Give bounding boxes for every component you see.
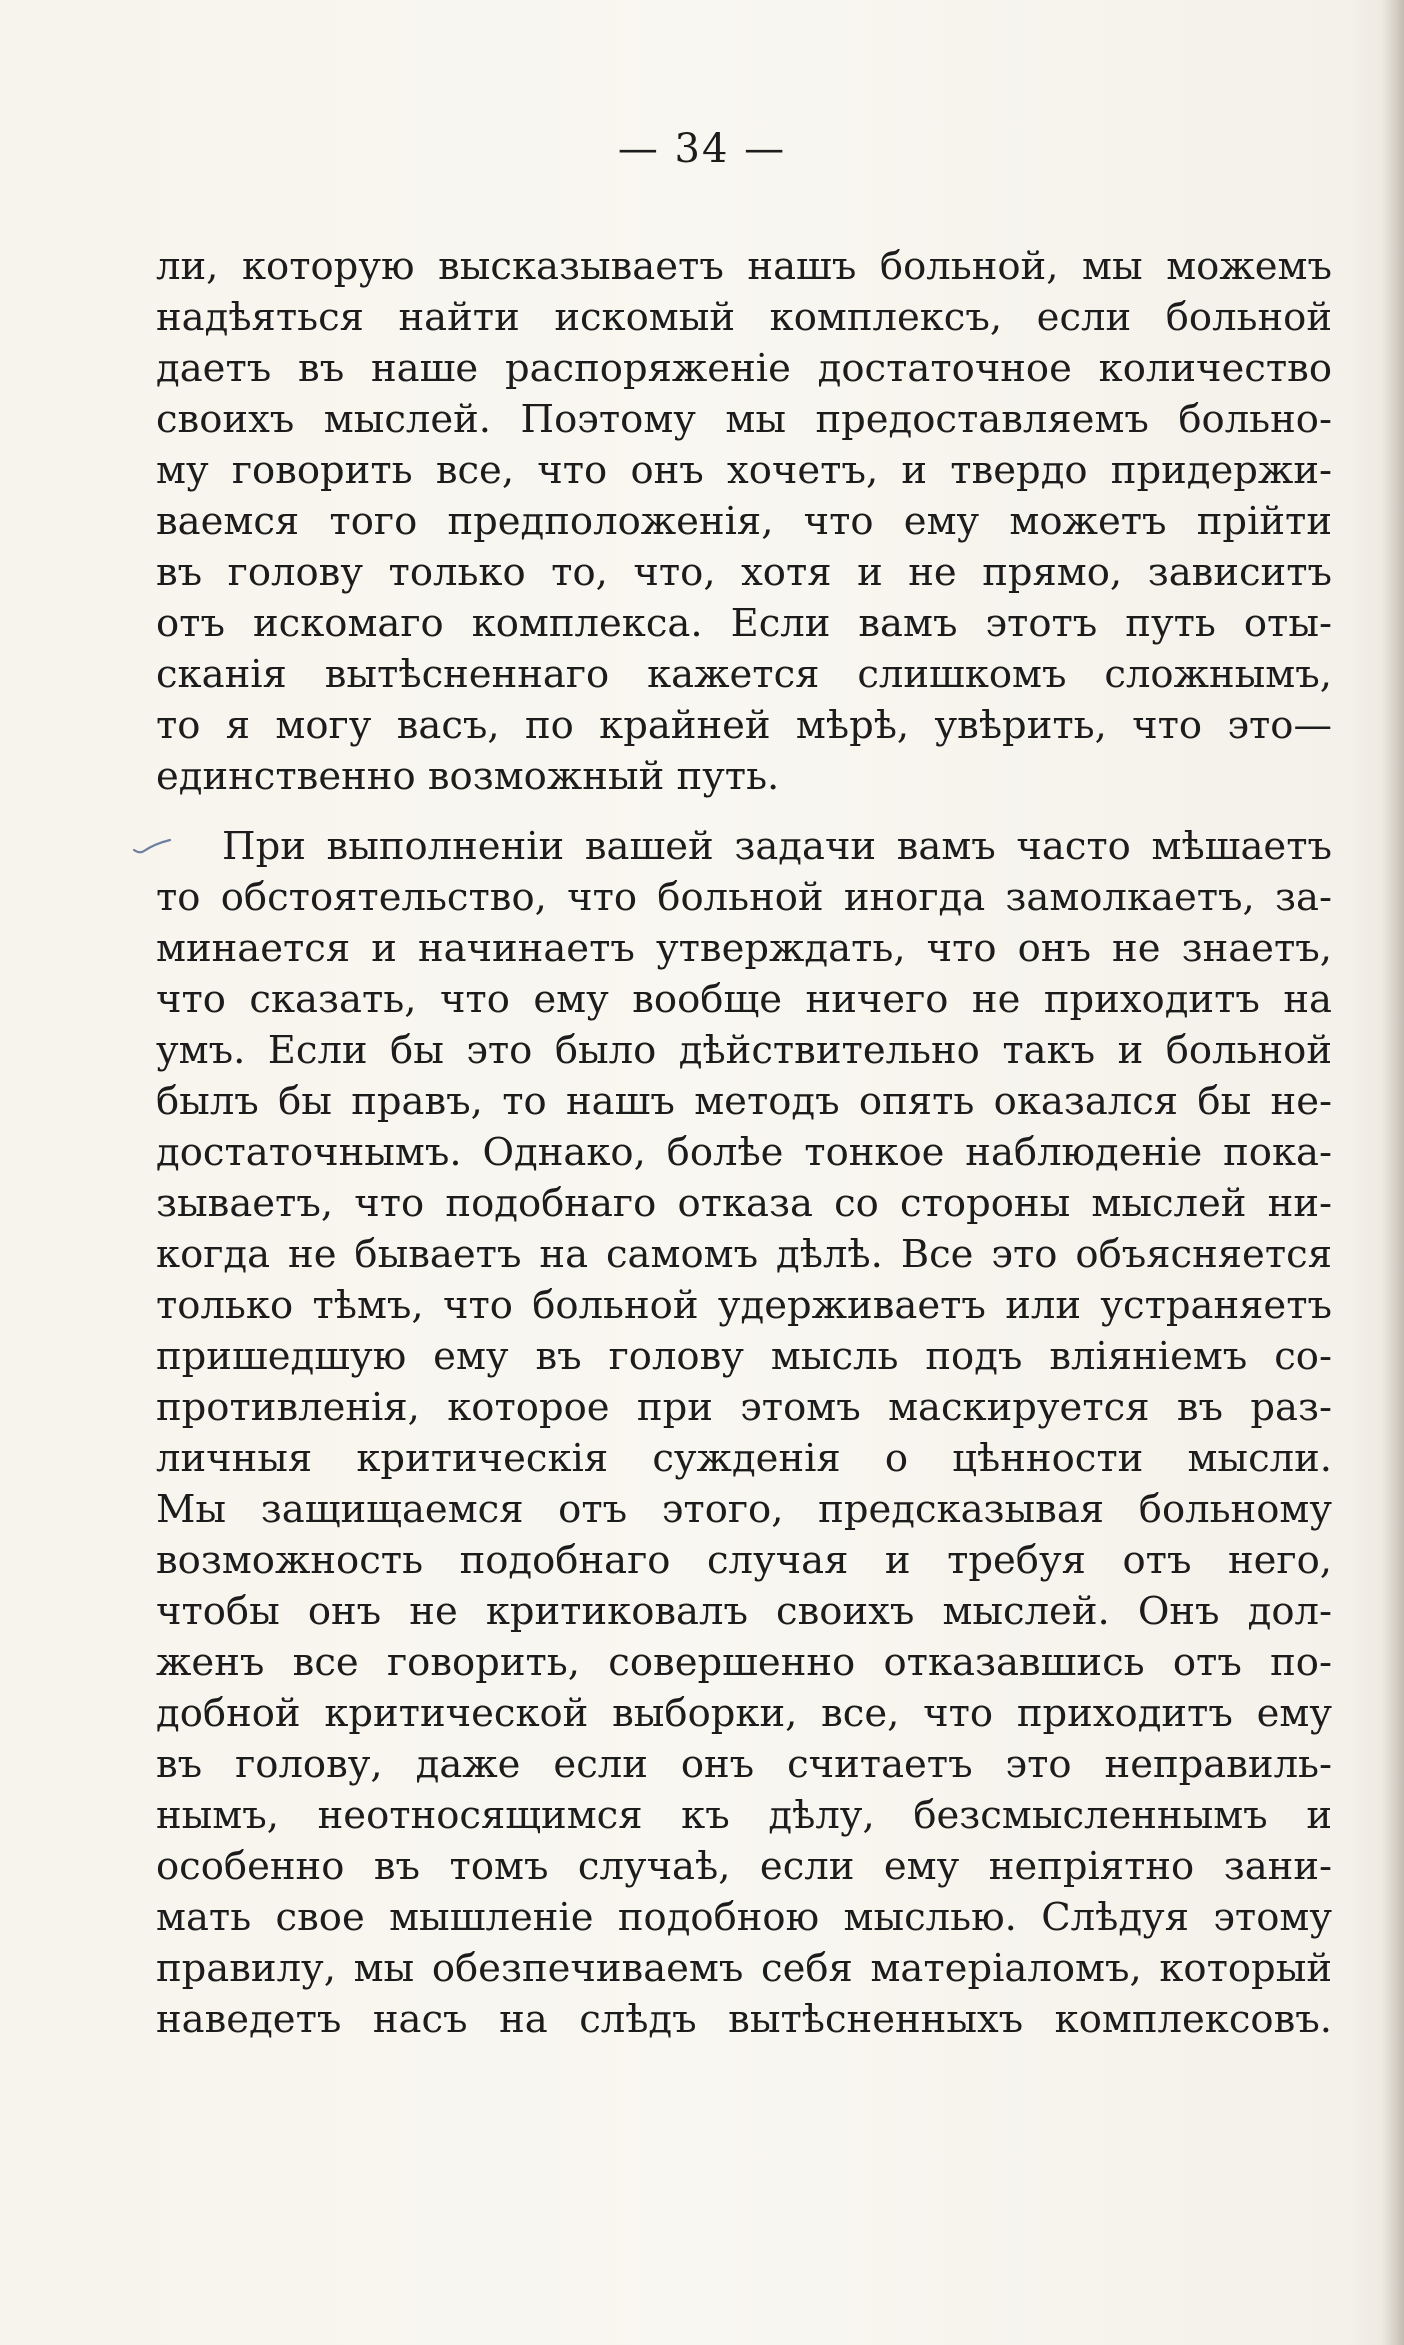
text-line: въ голову только то, что, хотя и не прямо, зависитъ <box>156 550 1332 595</box>
text-line: достаточнымъ. Однако, болѣе тонкое наблюденіе пока- <box>156 1130 1332 1175</box>
text-line: минается и начинаетъ утверждать, что онъ не знаетъ, <box>156 926 1332 971</box>
text-line: зываетъ, что подобнаго отказа со стороны мыслей ни- <box>156 1181 1332 1226</box>
text-line: му говорить все, что онъ хочетъ, и твердо придержи- <box>156 448 1332 493</box>
text-line: даетъ въ наше распоряженіе достаточное количество <box>156 346 1332 391</box>
text-line: При выполненіи вашей задачи вамъ часто мѣшаетъ <box>222 824 1332 869</box>
text-line: когда не бываетъ на самомъ дѣлѣ. Все это объясняется <box>156 1232 1332 1277</box>
text-line: наведетъ насъ на слѣдъ вытѣсненныхъ комплексовъ. <box>156 1997 1332 2042</box>
text-line: нымъ, неотносящимся къ дѣлу, безсмысленнымъ и <box>156 1793 1332 1838</box>
text-line: пришедшую ему въ голову мысль подъ вліяніемъ со- <box>156 1334 1332 1379</box>
text-line: то я могу васъ, по крайней мѣрѣ, увѣрить, что это— <box>156 703 1332 748</box>
text-line: чтобы онъ не критиковалъ своихъ мыслей. Онъ дол- <box>156 1589 1332 1634</box>
pencil-checkmark-icon <box>132 838 172 856</box>
text-line: своихъ мыслей. Поэтому мы предоставляемъ больно- <box>156 397 1332 442</box>
text-line: только тѣмъ, что больной удерживаетъ или устраняетъ <box>156 1283 1332 1328</box>
text-line: особенно въ томъ случаѣ, если ему непріятно зани- <box>156 1844 1332 1889</box>
page-number-header: — 34 — <box>617 126 787 172</box>
text-line: единственно возможный путь. <box>156 754 780 799</box>
text-line: отъ искомаго комплекса. Если вамъ этотъ путь оты- <box>156 601 1332 646</box>
text-line: возможность подобнаго случая и требуя отъ него, <box>156 1538 1332 1583</box>
text-line: умъ. Если бы это было дѣйствительно такъ и больной <box>156 1028 1332 1073</box>
text-line: мать свое мышленіе подобною мыслью. Слѣдуя этому <box>156 1895 1332 1940</box>
text-line: въ голову, даже если онъ считаетъ это неправиль- <box>156 1742 1332 1787</box>
text-line: то обстоятельство, что больной иногда замолкаетъ, за- <box>156 875 1332 920</box>
page-edge-shadow <box>1382 0 1404 2345</box>
text-line: ли, которую высказываетъ нашъ больной, мы можемъ <box>156 244 1332 289</box>
text-line: женъ все говорить, совершенно отказавшись отъ по- <box>156 1640 1332 1685</box>
text-line: противленія, которое при этомъ маскируется въ раз- <box>156 1385 1332 1430</box>
text-line: что сказать, что ему вообще ничего не приходитъ на <box>156 977 1332 1022</box>
text-line: правилу, мы обезпечиваемъ себя матеріаломъ, который <box>156 1946 1332 1991</box>
text-line: добной критической выборки, все, что приходитъ ему <box>156 1691 1332 1736</box>
text-line: личныя критическія сужденія о цѣнности мысли. <box>156 1436 1332 1481</box>
text-line: сканія вытѣсненнаго кажется слишкомъ сложнымъ, <box>156 652 1332 697</box>
text-line: ваемся того предположенія, что ему можетъ прійти <box>156 499 1332 544</box>
text-line: былъ бы правъ, то нашъ методъ опять оказался бы не- <box>156 1079 1332 1124</box>
text-line: Мы защищаемся отъ этого, предсказывая больному <box>156 1487 1332 1532</box>
text-line: надѣяться найти искомый комплексъ, если больной <box>156 295 1332 340</box>
